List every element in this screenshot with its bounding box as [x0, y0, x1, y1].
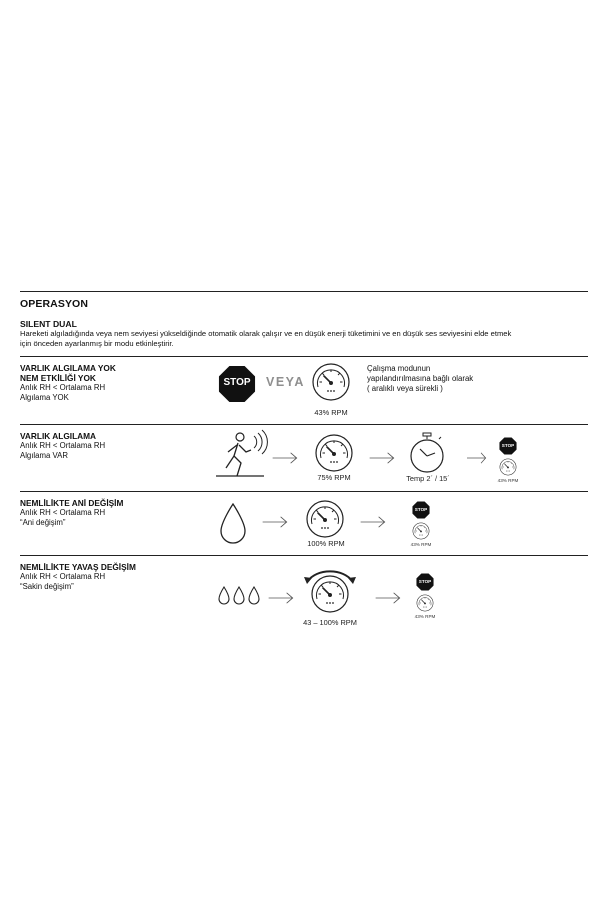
- stop-sign-label: STOP: [414, 507, 428, 512]
- section1-line-2: Algılama YOK: [20, 393, 69, 402]
- section4-small-rpm: 43% RPM: [414, 614, 436, 619]
- arrow-icon: [268, 592, 295, 604]
- section3-line-2: “Ani değişim”: [20, 518, 66, 527]
- divider-2: [20, 424, 588, 425]
- motion-sensor-icon: [214, 430, 276, 480]
- section1-rpm: 43% RPM: [314, 408, 348, 417]
- section3-rpm: 100% RPM: [307, 539, 345, 548]
- section3-title: NEMLİLİKTE ANİ DEĞİŞİM: [20, 498, 124, 508]
- section3-small-rpm: 43% RPM: [410, 542, 432, 547]
- arrow-icon: [360, 516, 387, 528]
- section2-title: VARLIK ALGILAMA: [20, 431, 97, 441]
- divider-4: [20, 555, 588, 556]
- section4-rpm: 43 – 100% RPM: [303, 618, 357, 627]
- section3-line-1: Anlık RH < Ortalama RH: [20, 508, 106, 517]
- veya-label: VEYA: [266, 375, 305, 389]
- section2-small-rpm: 43% RPM: [497, 478, 519, 483]
- fan-gauge-icon: [305, 499, 345, 539]
- arrow-icon: [262, 516, 289, 528]
- arrow-icon: [272, 452, 299, 464]
- section1-line-1: Anlık RH < Ortalama RH: [20, 383, 106, 392]
- fan-gauge-icon: [314, 433, 354, 473]
- top-rule: [20, 291, 588, 292]
- section1-title-1: VARLIK ALGILAMA YOK: [20, 363, 116, 373]
- fan-gauge-icon: [310, 574, 350, 614]
- fan-gauge-icon: [311, 362, 351, 402]
- section1-note-3: ( aralıklı veya sürekli ): [367, 384, 443, 393]
- intro-line-2: için önceden ayarlanmış bir modu etkinleştirir.: [20, 339, 174, 348]
- arrow-icon: [375, 592, 402, 604]
- section4-title: NEMLİLİKTE YAVAŞ DEĞİŞİM: [20, 562, 136, 572]
- stop-sign-label: STOP: [418, 579, 432, 584]
- intro-heading: SILENT DUAL: [20, 319, 77, 329]
- fan-gauge-icon: [412, 522, 430, 540]
- section1-note-2: yapılandırılmasına bağlı olarak: [367, 374, 474, 383]
- arrow-icon: [369, 452, 396, 464]
- stop-sign-label: STOP: [223, 377, 251, 388]
- page-title: OPERASYON: [20, 298, 88, 310]
- arrow-icon: [467, 452, 487, 464]
- section2-line-2: Algılama VAR: [20, 451, 68, 460]
- section2-line-1: Anlık RH < Ortalama RH: [20, 441, 106, 450]
- section4-line-2: “Sakin değişim”: [20, 582, 74, 591]
- section1-title-2: NEM ETKİLİĞİ YOK: [20, 373, 96, 383]
- stop-sign-label: STOP: [501, 443, 515, 448]
- divider-3: [20, 491, 588, 492]
- fan-gauge-icon: [416, 594, 434, 612]
- section2-rpm: 75% RPM: [317, 473, 351, 482]
- water-drops-icon: [217, 585, 263, 607]
- water-drop-icon: [218, 502, 248, 546]
- section2-temp: Temp 2´ / 15´: [406, 474, 450, 483]
- divider-1: [20, 356, 588, 357]
- intro-line-1: Hareketi algıladığında veya nem seviyesi yükseldiğinde otomatik olarak çalışır ve en düşük enerji tüketimini ve en düşük ses seviyesini elde etmek: [20, 329, 512, 338]
- section1-note-1: Çalışma modunun: [367, 364, 431, 373]
- timer-icon: [407, 432, 447, 474]
- fan-gauge-icon: [499, 458, 517, 476]
- section4-line-1: Anlık RH < Ortalama RH: [20, 572, 106, 581]
